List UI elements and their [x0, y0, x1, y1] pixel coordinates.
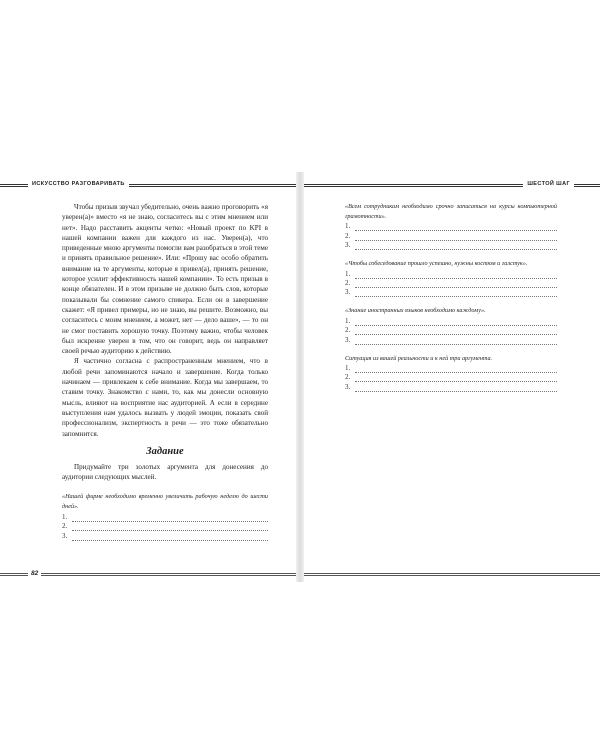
exercise-block: [345, 306, 557, 344]
answer-line[interactable]: [345, 326, 557, 335]
answer-blank[interactable]: [355, 367, 557, 373]
running-head-chapter: ШЕСТОЙ ШАГ: [523, 180, 574, 189]
answer-number: 2.: [345, 278, 351, 287]
body-paragraph: Я частично согласна с распространенным мнением, что в любой речи запоминаются начало и завершение. Когда только начинаем — привлекаем к себе внимание. Когда мы завершаем, то ставим точку. Знакомство с нами, то, как мы донесли основную мысль, влияют на восприятие нас аудиторией. А если в середине выступления нам удалось вызвать у людей эмоции, показать свой профессионализм, экспертность в речи — это тоже обязательно запомнится.: [62, 357, 268, 438]
answer-number: 3.: [62, 531, 68, 540]
exercise-block: [345, 202, 557, 250]
answer-number: 2.: [62, 522, 68, 531]
answer-line[interactable]: [62, 522, 268, 531]
book-gutter: [296, 172, 304, 582]
running-head-book-title: ИСКУССТВО РАЗГОВАРИВАТЬ: [28, 180, 129, 189]
section-title: Задание: [146, 445, 184, 457]
answer-blank[interactable]: [355, 329, 557, 335]
answer-line[interactable]: [62, 512, 268, 521]
right-text-column: [345, 202, 557, 392]
answer-line[interactable]: [345, 279, 557, 288]
exercise-prompt: Ситуация из вашей реальности и к ней три аргумента.: [345, 354, 493, 362]
answer-blank[interactable]: [355, 339, 557, 345]
answer-blank[interactable]: [355, 282, 557, 288]
exercise-block: [62, 492, 268, 540]
answer-number: 1.: [62, 512, 68, 521]
answer-blank[interactable]: [72, 535, 268, 541]
answer-blank[interactable]: [355, 244, 557, 250]
answer-line[interactable]: [345, 288, 557, 297]
left-text-column: [62, 202, 268, 541]
answer-number: 1.: [345, 363, 351, 372]
answer-blank[interactable]: [355, 235, 557, 241]
right-page-footer: [304, 570, 600, 579]
left-page: [0, 172, 296, 582]
footer-rule: [0, 573, 296, 576]
body-paragraph: Чтобы призыв звучал убедительно, очень важно проговорить «я уверен(а)» вместо «я не знаю, согласитесь вы с этим мнением или нет». Надо расставить акценты четко: «Новый проект по KPI в нашей компании важен для каждого из нас. Уверен(а), что приведенные мною аргументы помогли вам разобраться в этой теме и принять правильное решение». Или: «Прошу вас особо обратить внимание на те аргументы, которые я привел(а), принять решение, которое усилит эффективность нашей компании». То есть призыв в конце обязателен. И в этом призыве не должно быть слов, которые показывали бы сомнение самого спикера. Если он в завершение скажет: «Я привел примеры, но не знаю, вы решите. Возможно, вы согласитесь с моим мнением, а может, нет — дело ваше», — то он не смог поставить хорошую точку. Поэтому важно, чтобы человек был искренне уверен в том, что он говорит, ведь он направляет своей речью аудиторию к действию.: [62, 203, 268, 356]
exercise-prompt: «Знание иностранных языков необходимо каждому».: [345, 307, 486, 315]
answer-blank[interactable]: [355, 320, 557, 326]
answer-line[interactable]: [345, 269, 557, 278]
answer-blank[interactable]: [355, 225, 557, 231]
answer-number: 3.: [345, 382, 351, 391]
left-running-header: [0, 180, 296, 189]
answer-line[interactable]: [345, 382, 557, 391]
right-page: [304, 172, 600, 582]
answer-line[interactable]: [345, 364, 557, 373]
task-intro: Придумайте три золотых аргумента для донесения до аудитории следующих мыслей.: [62, 462, 268, 482]
answer-number: 1.: [345, 316, 351, 325]
answer-number: 2.: [345, 373, 351, 382]
exercise-block: [345, 259, 557, 297]
answer-number: 2.: [345, 231, 351, 240]
answer-blank[interactable]: [355, 273, 557, 279]
exercise-prompt: «Всем сотрудникам необходимо срочно записаться на курсы компьютерной грамотности».: [345, 203, 557, 220]
answer-blank[interactable]: [355, 386, 557, 392]
exercise-prompt: «Чтобы собеседование прошло успешно, нужны костюм и галстук».: [345, 260, 528, 268]
answer-number: 3.: [345, 241, 351, 250]
book-spread: [0, 172, 600, 582]
answer-number: 1.: [345, 222, 351, 231]
right-running-header: [304, 180, 600, 189]
answer-line[interactable]: [345, 335, 557, 344]
exercise-prompt: «Нашей фирме необходимо временно увеличить рабочую неделю до шести дней».: [62, 493, 268, 511]
footer-rule: [304, 573, 600, 576]
answer-line[interactable]: [345, 231, 557, 240]
answer-blank[interactable]: [72, 525, 268, 531]
answer-number: 1.: [345, 269, 351, 278]
answer-number: 3.: [345, 288, 351, 297]
exercise-block: [345, 354, 557, 392]
answer-number: 3.: [345, 335, 351, 344]
answer-number: 2.: [345, 326, 351, 335]
answer-blank[interactable]: [355, 376, 557, 382]
answer-line[interactable]: [345, 373, 557, 382]
page-number: 82: [28, 569, 41, 579]
answer-line[interactable]: [345, 316, 557, 325]
answer-line[interactable]: [345, 241, 557, 250]
answer-line[interactable]: [62, 531, 268, 540]
answer-blank[interactable]: [355, 291, 557, 297]
answer-line[interactable]: [345, 222, 557, 231]
answer-blank[interactable]: [72, 516, 268, 522]
left-page-footer: [0, 570, 296, 579]
